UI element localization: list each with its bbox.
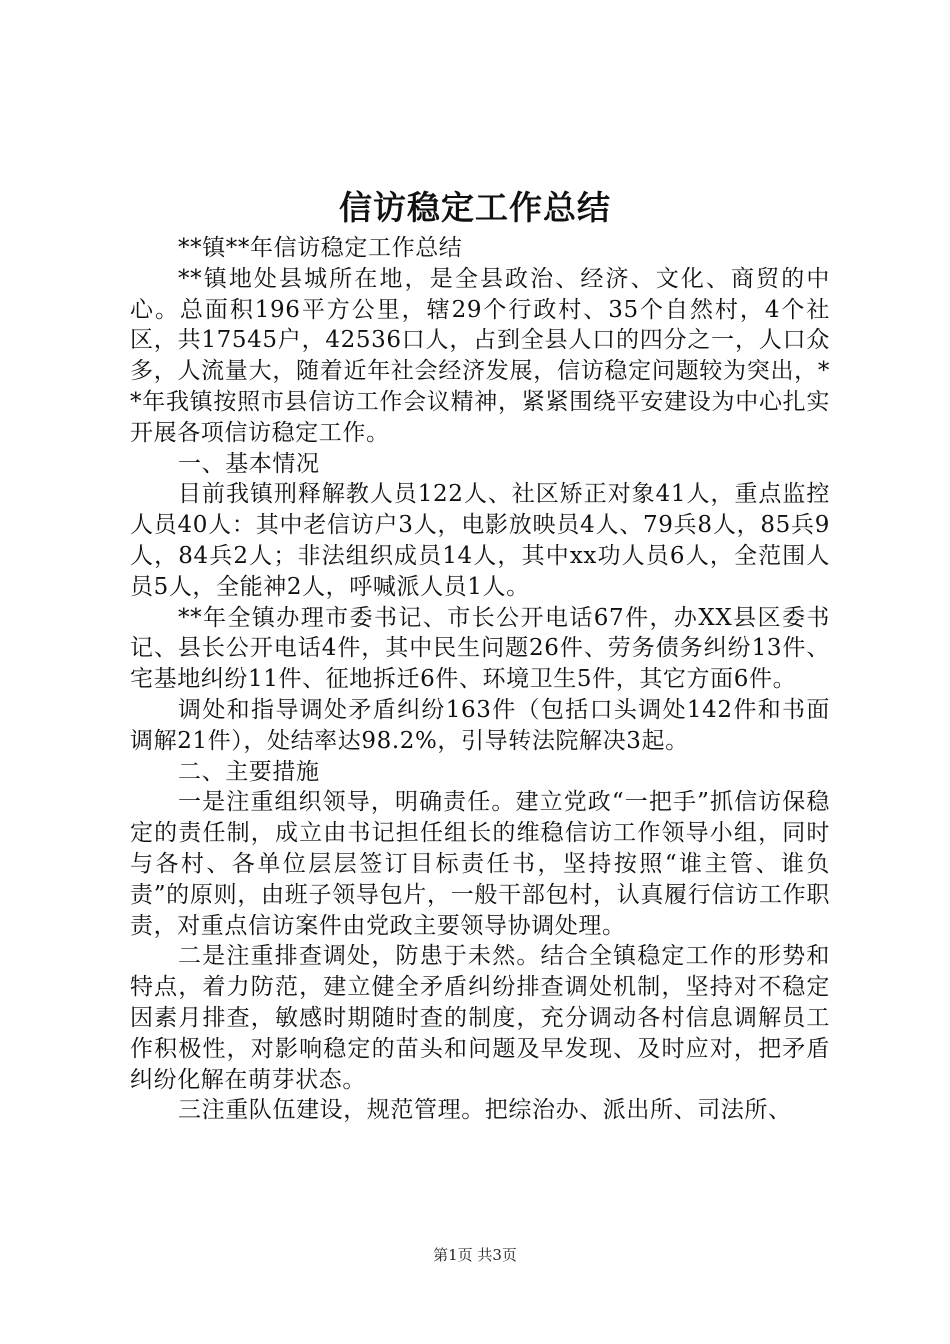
body-paragraph: 二是注重排查调处，防患于未然。结合全镇稳定工作的形势和特点，着力防范，建立健全矛盾纠纷排查调处机制，坚持对不稳定因素月排查，敏感时期随时查的制度，充分调动各村信息调解员工作积极性，对影响稳定的苗头和问题及早发现、及时应对，把矛盾纠纷化解在萌芽状态。 xyxy=(130,943,830,1093)
document-title: 信访稳定工作总结 xyxy=(339,188,611,227)
body-paragraph: 调处和指导调处矛盾纠纷163件（包括口头调处142件和书面调解21件），处结率达98.2%，引导转法院解决3起。 xyxy=(130,696,830,754)
page-footer: 第1页 共3页 xyxy=(433,1246,517,1264)
subtitle-paragraph: **镇**年信访稳定工作总结 xyxy=(178,235,463,261)
intro-paragraph: **镇地处县城所在地，是全县政治、经济、文化、商贸的中心。总面积196平方公里，辖29个行政村、35个自然村，4个社区，共17545户，42536口人，占到全县人口的四分之一，人口众多，人流量大，随着近年社会经济发展，信访稳定问题较为突出，**年我镇按照市县信访工作会议精神，紧紧围绕平安建设为中心扎实开展各项信访稳定工作。 xyxy=(130,265,830,446)
document-body xyxy=(130,233,830,1126)
section-heading-basic: 一、基本情况 xyxy=(178,450,320,477)
body-paragraph: 一是注重组织领导，明确责任。建立党政“一把手”抓信访保稳定的责任制，成立由书记担任组长的维稳信访工作领导小组，同时与各村、各单位层层签订目标责任书，坚持按照“谁主管、谁负责”的原则，由班子领导包片，一般干部包村，认真履行信访工作职责，对重点信访案件由党政主要领导协调处理。 xyxy=(130,789,830,939)
body-paragraph: **年全镇办理市委书记、市长公开电话67件，办XX县区委书记、县长公开电话4件，其中民生问题26件、劳务债务纠纷13件、宅基地纠纷11件、征地拆迁6件、环境卫生5件，其它方面6件。 xyxy=(130,604,830,693)
body-paragraph: 目前我镇刑释解教人员122人、社区矫正对象41人，重点监控人员40人：其中老信访户3人，电影放映员4人、79兵8人，85兵9人，84兵2人；非法组织成员14人，其中xx功人员6人，全范围人员5人，全能神2人，呼喊派人员1人。 xyxy=(130,481,830,600)
section-heading-measures: 二、主要措施 xyxy=(178,758,320,785)
body-paragraph: 三注重队伍建设，规范管理。把综治办、派出所、司法所、 xyxy=(178,1097,792,1124)
